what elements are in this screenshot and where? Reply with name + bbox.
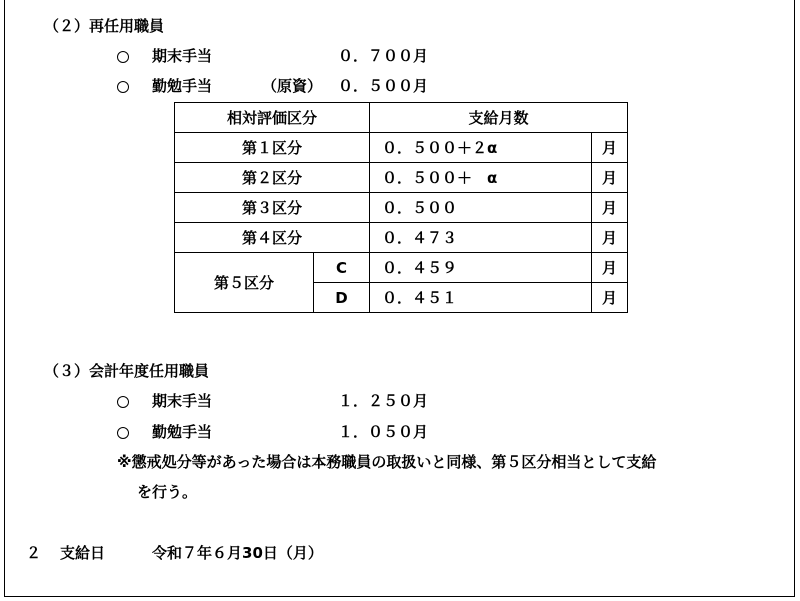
circle-bullet-icon xyxy=(117,81,129,93)
rating-table xyxy=(174,102,628,313)
section3-heading: （３）会計年度任用職員 xyxy=(44,362,210,380)
row-value: ０．４５１ xyxy=(370,283,592,313)
section3-item2-label: 勤勉手当 xyxy=(152,423,213,441)
table-row xyxy=(175,133,628,163)
section3-note-line1: ※懲戒処分等があった場合は本務職員の取扱いと同様、第５区分相当として支給 xyxy=(117,453,657,471)
section3-item2-value: １．０５０月 xyxy=(338,423,429,441)
row-unit: 月 xyxy=(592,163,628,193)
circle-bullet-icon xyxy=(117,396,129,408)
row-unit: 月 xyxy=(592,223,628,253)
section3-item1-label: 期末手当 xyxy=(152,392,213,410)
table-row xyxy=(175,253,628,283)
section3-note-line2: を行う。 xyxy=(137,483,198,501)
row-category: 第５区分 xyxy=(175,253,314,313)
table-row xyxy=(175,163,628,193)
row-unit: 月 xyxy=(592,283,628,313)
section3-item1-value: １．２５０月 xyxy=(338,392,429,410)
row-value: ０．５００ xyxy=(370,193,592,223)
row-subcategory: D xyxy=(314,283,370,313)
section2-heading: （２）再任用職員 xyxy=(44,17,165,35)
section2-item1-label: 期末手当 xyxy=(152,47,213,65)
row-value: ０．４５９ xyxy=(370,253,592,283)
section2-item2-value: ０．５００月 xyxy=(338,77,429,95)
table-row xyxy=(175,223,628,253)
row-value: ０．５００＋ α xyxy=(370,163,592,193)
circle-bullet-icon xyxy=(117,427,129,439)
section2-item1-value: ０．７００月 xyxy=(338,47,429,65)
payday-number: ２ xyxy=(26,544,42,562)
row-category: 第２区分 xyxy=(175,163,370,193)
section2-item2-note: （原資） xyxy=(262,77,323,95)
section2-item2-label: 勤勉手当 xyxy=(152,77,213,95)
row-category: 第４区分 xyxy=(175,223,370,253)
table-row xyxy=(175,193,628,223)
row-value: ０．５００＋２α xyxy=(370,133,592,163)
row-unit: 月 xyxy=(592,193,628,223)
table-header-row xyxy=(175,103,628,133)
header-months: 支給月数 xyxy=(370,103,628,133)
row-subcategory: C xyxy=(314,253,370,283)
header-category: 相対評価区分 xyxy=(175,103,370,133)
row-category: 第３区分 xyxy=(175,193,370,223)
row-unit: 月 xyxy=(592,253,628,283)
row-category: 第１区分 xyxy=(175,133,370,163)
payday-date: 令和７年６月30日（月） xyxy=(152,544,323,562)
payday-label: 支給日 xyxy=(60,544,106,562)
row-unit: 月 xyxy=(592,133,628,163)
circle-bullet-icon xyxy=(117,51,129,63)
row-value: ０．４７３ xyxy=(370,223,592,253)
